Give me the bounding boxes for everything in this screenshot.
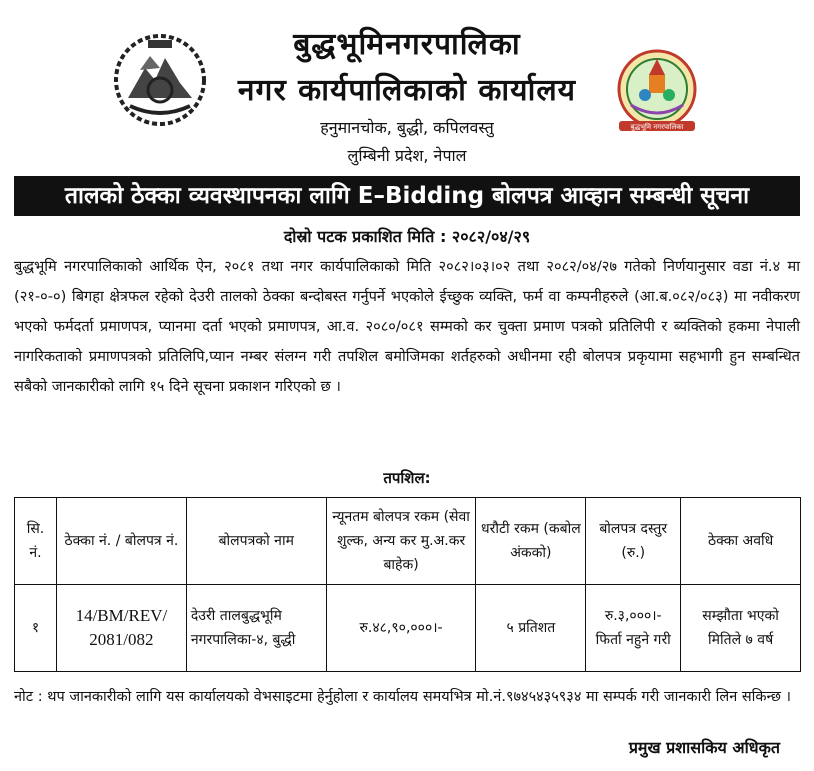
cell-contract-no: 14/BM/REV/ 2081/082	[56, 585, 186, 672]
signatory-title: प्रमुख प्रशासकिय अधिकृत	[628, 738, 780, 757]
footer-note: नोट : थप जानकारीको लागि यस कार्यालयको वेभसाइटमा हेर्नुहोला र कार्यालय समयभित्र मो.नं.९७४५४३५९३४ मा सम्पर्क गरी जानकारी लिन सकिन्छ ।	[14, 689, 791, 705]
col-header-period: ठेक्का अवधि	[681, 498, 801, 585]
schedule-title: तपशिल:	[383, 469, 431, 487]
col-header-contract-no: ठेक्का नं. / बोलपत्र नं.	[56, 498, 186, 585]
cell-deposit: ५ प्रतिशत	[476, 585, 586, 672]
notice-title: तालको ठेक्का व्यवस्थापनका लागि E–Bidding बोलपत्र आव्हान सम्बन्धी सूचना	[64, 183, 750, 209]
cell-min-amount: रु.४८,९०,०००।-	[326, 585, 476, 672]
notice-title-banner	[14, 176, 800, 216]
cell-sn: १	[15, 585, 57, 672]
notice-body: बुद्धभूमि नगरपालिकाको आर्थिक ऐन, २०८१ तथा नगर कार्यपालिकाको मिति २०८२।०३।०२ तथा २०८२/०४/२७ गतेको निर्णयानुसार वडा नं.४ मा (२१-०-०) बिगहा क्षेत्रफल रहेको देउरी तालको ठेक्का बन्दोबस्त गर्नुपर्ने भएकोले ईच्छुक व्यक्ति, फर्म वा कम्पनीहरुले (आ.ब.०८२/०८३) मा नवीकरण भएको फर्मदर्ता प्रमाणपत्र, प्यानमा दर्ता भएको प्रमाणपत्र, आ.व. २०८०/०८१ सम्मको कर चुक्ता प्रमाण पत्रको प्रतिलिपी र ब्यक्तिको हकमा नेपाली नागरिकताको प्रमाणपत्रको प्रतिलिपि,प्यान नम्बर संलग्न गरी तपशिल बमोजिमका शर्तहरुको अधीनमा रही बोलपत्र प्रकृयामा सहभागी हुन सम्बन्धित सबैको जानकारीको लागि १५ दिने सूचना प्रकाशन गरिएको छ ।	[14, 258, 800, 395]
col-header-bid-name: बोलपत्रको नाम	[186, 498, 326, 585]
publish-date-line: दोस्रो पटक प्रकाशित मिति : २०८२/०४/२९	[283, 227, 531, 246]
bid-schedule-table	[14, 497, 801, 672]
table-header-row	[15, 498, 801, 585]
cell-period: सम्झौता भएको मितिले ७ वर्ष	[681, 585, 801, 672]
cell-fee: रु.३,०००।- फिर्ता नहुने गरी	[586, 585, 681, 672]
col-header-min-amount: न्यूनतम बोलपत्र रकम (सेवा शुल्क, अन्य कर मु.अ.कर बाहेक)	[326, 498, 476, 585]
col-header-sn: सि. नं.	[15, 498, 57, 585]
municipality-logo-caption: बुद्धभूमि नगरपालिका	[630, 123, 684, 131]
col-header-deposit: धरौटी रकम (कबोल अंकको)	[476, 498, 586, 585]
office-name: नगर कार्यपालिकाको कार्यालय	[237, 73, 577, 108]
office-address: हनुमानचोक, बुद्धी, कपिलवस्तु	[320, 118, 494, 137]
office-province: लुम्बिनी प्रदेश, नेपाल	[347, 146, 467, 165]
col-header-fee: बोलपत्र दस्तुर (रु.)	[586, 498, 681, 585]
table-row	[15, 585, 801, 672]
org-name: बुद्धभूमिनगरपालिका	[293, 27, 521, 62]
cell-bid-name: देउरी तालबुद्धभूमि नगरपालिका-४, बुद्धी	[186, 585, 326, 672]
